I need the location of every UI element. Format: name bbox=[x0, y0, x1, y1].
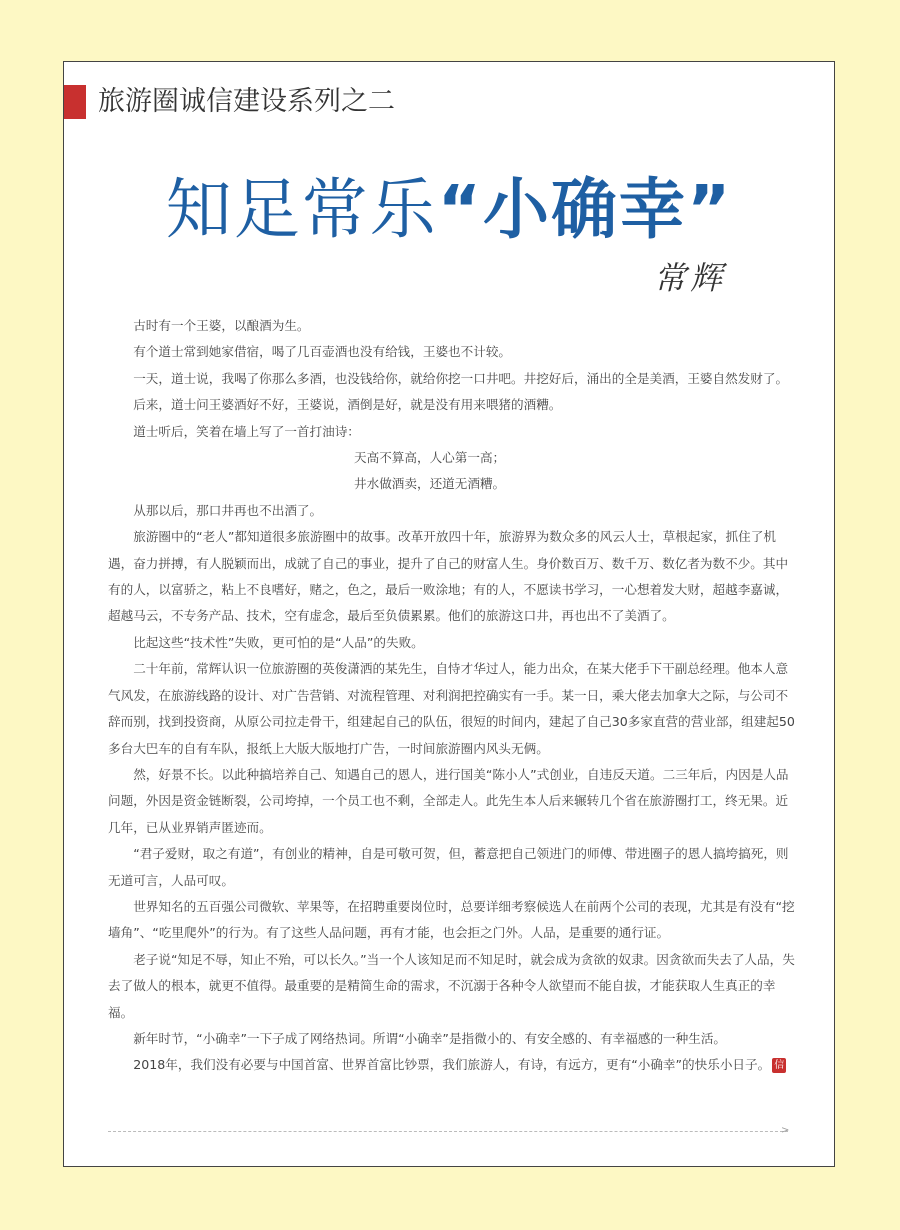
paragraph: 一天，道士说，我喝了你那么多酒，也没钱给你，就给你挖一口井吧。井挖好后，涌出的全是美酒，王婆自然发财了。 bbox=[133, 370, 789, 386]
paragraph: 老子说“知足不辱，知止不殆，可以长久。”当一个人该知足而不知足时，就会成为贪欲的奴隶。因贪欲而失去了人品，失去了做人的根本，就更不值得。最重要的是精简生命的需求，不沉溺于各种令人欲望而不能自拔，才能获取人生真正的幸福。 bbox=[108, 951, 795, 1020]
paragraph: 二十年前，常辉认识一位旅游圈的英俊潇洒的某先生，自恃才华过人，能力出众，在某大佬手下干副总经理。他本人意气风发，在旅游线路的设计、对广告营销、对流程管理、对利润把控确实有一手。某一日，乘大佬去加拿大之际，与公司不辞而别，找到投资商，从原公司拉走骨干，组建起自己的队伍，很短的时间内，建起了自己30多家直营的营业部，组建起50多台大巴车的自有车队，报纸上大版大版地打广告，一时间旅游圈内风头无俩。 bbox=[108, 661, 795, 756]
article-body bbox=[108, 313, 798, 1079]
article-headline bbox=[64, 170, 834, 250]
paragraph: 道士听后，笑着在墙上写了一首打油诗： bbox=[133, 423, 360, 439]
article-page bbox=[63, 61, 835, 1167]
paragraph: 有个道士常到她家借宿，喝了几百壶酒也没有给钱，王婆也不计较。 bbox=[133, 344, 511, 360]
paragraph: 后来，道士问王婆酒好不好，王婆说，酒倒是好，就是没有用来喂猪的酒糟。 bbox=[133, 397, 562, 413]
paragraph: 古时有一个王婆，以酿酒为生。 bbox=[133, 318, 310, 333]
paragraph: 从那以后，那口井再也不出酒了。 bbox=[133, 502, 323, 518]
poem-line: 井水做酒卖，还道无酒糟。 bbox=[354, 476, 506, 492]
poem-line: 天高不算高，人心第一高； bbox=[354, 450, 506, 466]
headline-main: 知足常乐 bbox=[165, 171, 438, 248]
series-title: 旅游圈诚信建设系列之二 bbox=[98, 86, 395, 117]
seal-icon: 信 bbox=[774, 1060, 785, 1072]
paragraph: 新年时节，“小确幸”一下子成了网络热词。所谓“小确幸”是指微小的、有安全感的、有幸福感的一种生活。 bbox=[133, 1030, 727, 1046]
paragraph: 比起这些“技术性”失败，更可怕的是“人品”的失败。 bbox=[133, 634, 424, 650]
headline-highlight: “小确幸” bbox=[437, 171, 733, 248]
paragraph: 然，好景不长。以此种搞培养自己、知遇自己的恩人，进行国美“陈小人”式创业，自违反天道。二三年后，内因是人品问题，外因是资金链断裂，公司垮掉，一个员工也不剩，全部走人。此先生本人后来辗转几个省在旅游圈打工，终无果。近几年，已从业界销声匿迹而。 bbox=[108, 766, 789, 835]
author-signature: 常辉 bbox=[654, 259, 727, 297]
paragraph: 旅游圈中的“老人”都知道很多旅游圈中的故事。改革开放四十年，旅游界为数众多的风云人士，草根起家，抓住了机遇，奋力拼搏，有人脱颖而出，成就了自己的事业，提升了自己的财富人生。身价数百万、数千万、数亿者为数不少。其中有的人，以富骄之，粘上不良嗜好，赌之，色之，最后一败涂地；有的人，不愿读书学习，一心想着发大财，超越李嘉诚，超越马云，不专务产品、技术，空有虚念，最后至负债累累。他们的旅游这口井，再也出不了美酒了。 bbox=[108, 529, 789, 624]
series-marker-bar bbox=[64, 85, 86, 119]
end-divider bbox=[108, 1131, 788, 1132]
final-paragraph bbox=[108, 1052, 798, 1078]
final-paragraph-text: 2018年，我们没有必要与中国首富、世界首富比钞票，我们旅游人，有诗，有远方，更有“小确幸”的快乐小日子。 bbox=[133, 1057, 771, 1073]
paragraph: “君子爱财，取之有道”，有创业的精神，自是可敬可贺，但，蓄意把自己领进门的师傅、带进圈子的恩人搞垮搞死，则无道可言，人品可叹。 bbox=[108, 846, 789, 888]
arrow-right-icon: > bbox=[781, 1125, 790, 1136]
paragraph: 世界知名的五百强公司微软、苹果等，在招聘重要岗位时，总要详细考察候选人在前两个公司的表现，尤其是有没有“挖墙角”、“吃里爬外”的行为。有了这些人品问题，再有才能，也会拒之门外。人品，是重要的通行证。 bbox=[108, 898, 795, 941]
